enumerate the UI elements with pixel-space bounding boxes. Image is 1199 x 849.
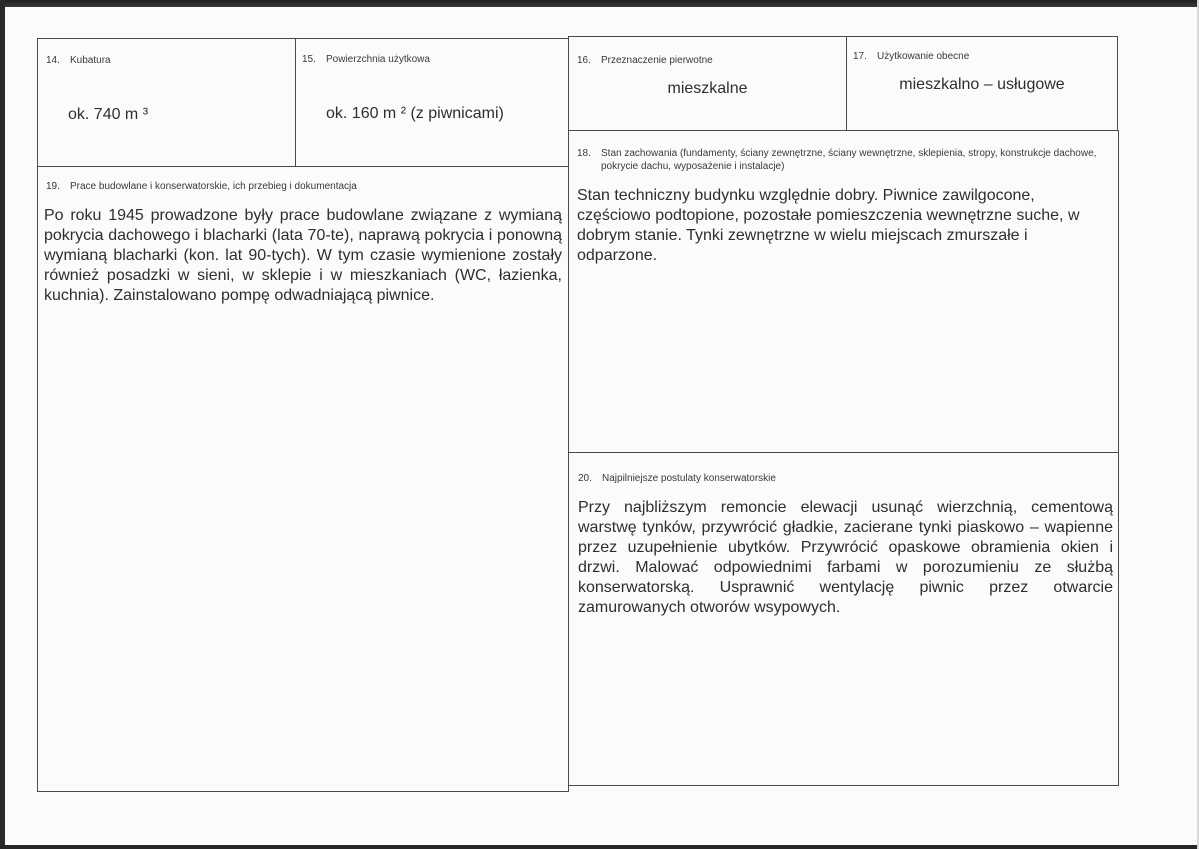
section-16-number: 16. xyxy=(577,55,591,66)
scanner-edge-top xyxy=(0,0,1199,7)
section-14-value: ok. 740 m ³ xyxy=(68,106,149,123)
section-18-text: Stan techniczny budynku względnie dobry. Piwnice zawilgocone, częściowo podtopione, pozostałe pomieszczenia wewnętrzne suche, w dobrym stanie. Tynki zewnętrzne w wielu miejscach zmurszałe i odparzone. xyxy=(577,187,1080,264)
section-20-text: Przy najbliższym remoncie elewacji usunąć wierzchnią, cementową warstwę tynków, przywrócić gładkie, zacierane tynki piaskowo – wapienne przez uzupełnienie ubytków. Przywrócić opaskowe obramienia okien i drzwi. Malować odpowiednimi farbami w porozumieniu ze służbą konserwatorską. Usprawnić wentylację piwnic przez otwarcie zamurowanych otworów wsypowych. xyxy=(578,499,1113,616)
section-14-label-text: Kubatura xyxy=(70,55,111,66)
section-14-number: 14. xyxy=(46,55,60,66)
section-15-label-text: Powierzchnia użytkowa xyxy=(326,54,430,65)
section-18-label-text: Stan zachowania (fundamenty, ściany zewnętrzne, ściany wewnętrzne, sklepienia, stropy, konstrukcje dachowe, pokrycie dachu, wyposażenie i instalacje) xyxy=(601,148,1097,172)
section-20-number: 20. xyxy=(578,473,592,484)
section-18-stan-zachowania xyxy=(568,130,1119,453)
section-20-label xyxy=(578,472,776,485)
section-17-value: mieszkalno – usługowe xyxy=(899,76,1065,93)
section-17-label-text: Użytkowanie obecne xyxy=(877,51,970,62)
section-15-label xyxy=(302,53,430,66)
section-17-label xyxy=(853,50,969,63)
section-15-number: 15. xyxy=(302,54,316,65)
section-15-value: ok. 160 m ² (z piwnicami) xyxy=(326,105,504,122)
section-16-label xyxy=(577,54,713,67)
section-19-label xyxy=(46,180,357,193)
scanner-edge-left xyxy=(0,0,5,849)
section-17-number: 17. xyxy=(853,51,867,62)
section-19-text: Po roku 1945 prowadzone były prace budowlane związane z wymianą pokrycia dachowego i blacharki (lata 70-te), naprawą pokrycia i ponowną wymianą blacharki (kon. lat 90-tych). W tym czasie wymienione zostały również posadzki w sieni, w sklepie i w mieszkaniach (WC, łazienka, kuchnia). Zainstalowano pompę odwadniającą piwnice. xyxy=(44,207,562,304)
section-19-number: 19. xyxy=(46,181,60,192)
section-16-label-text: Przeznaczenie pierwotne xyxy=(601,55,713,66)
section-20-label-text: Najpilniejsze postulaty konserwatorskie xyxy=(602,473,776,484)
scanner-edge-bottom xyxy=(0,845,1199,849)
section-14-label xyxy=(46,54,111,67)
section-16-value: mieszkalne xyxy=(667,80,748,97)
section-19-label-text: Prace budowlane i konserwatorskie, ich przebieg i dokumentacja xyxy=(70,181,357,192)
section-18-label xyxy=(577,147,1131,173)
section-18-number: 18. xyxy=(577,148,591,159)
